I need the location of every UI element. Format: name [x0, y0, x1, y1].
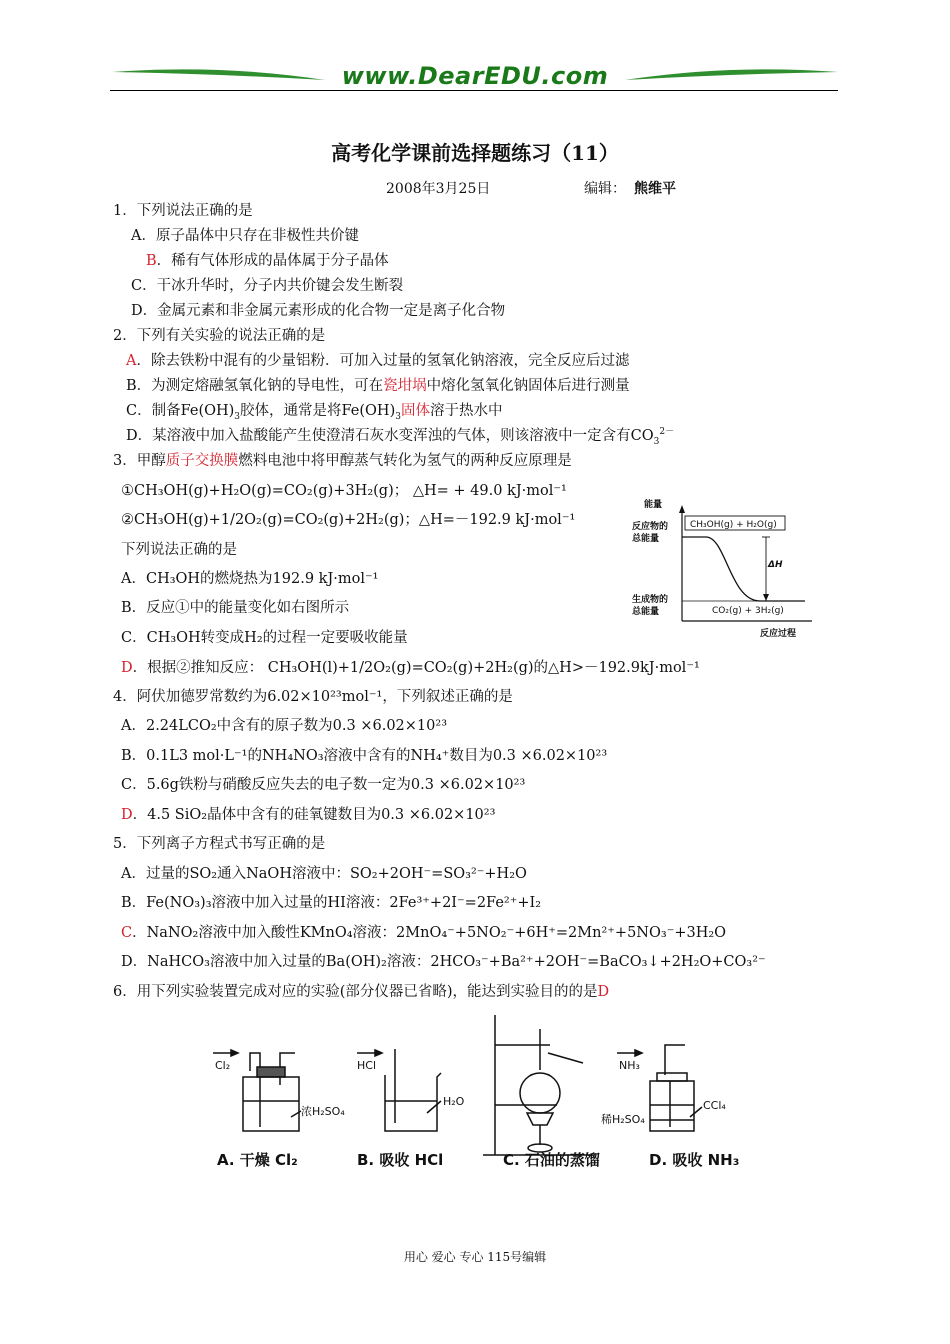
editor-label: 编辑：: [584, 181, 626, 197]
apparatus-d-gas: NH₃: [619, 1059, 640, 1072]
q3-option-c: C．CH₃OH转变成H₂的过程一定要吸收能量: [121, 630, 408, 646]
q2-option-b: B．为测定熔融氢氧化钠的导电性，可在瓷坩埚中熔化氢氧化钠固体后进行测量: [126, 378, 630, 394]
diagram-product-label-1: 生成物的: [632, 595, 669, 605]
apparatus-figure: [205, 1005, 765, 1175]
q5-option-c: C．NaNO₂溶液中加入酸性KMnO₄溶液：2MnO₄⁻+5NO₂⁻+6H⁺=2Mn²⁺+5NO₃⁻+3H₂O: [121, 925, 727, 941]
q3-option-b: B．反应①中的能量变化如右图所示: [121, 600, 350, 616]
apparatus-b-reagent: H₂O: [443, 1095, 465, 1108]
q4-option-d: D．4.5 SiO₂晶体中含有的硅氧键数目为0.3 ×6.02×10²³: [121, 807, 496, 823]
diagram-reactant-label-1: 反应物的: [632, 522, 669, 532]
q1-option-d: D．金属元素和非金属元素形成的化合物一定是离子化合物: [131, 303, 506, 319]
q3-option-a: A．CH₃OH的燃烧热为192.9 kJ·mol⁻¹: [121, 571, 379, 587]
header-rule: [110, 90, 838, 91]
apparatus-a-gas: Cl₂: [215, 1059, 231, 1072]
q3-stem: 3．甲醇质子交换膜燃料电池中将甲醇蒸气转化为氢气的两种反应原理是: [113, 453, 572, 469]
date: 2008年3月25日: [386, 181, 491, 197]
page-title: 高考化学课前选择题练习（11）: [331, 141, 619, 165]
diagram-y-label: 能量: [644, 500, 663, 510]
diagram-reactant-label-2: 总能量: [632, 534, 660, 544]
q3-reaction-1: ①CH₃OH(g)+H₂O(g)=CO₂(g)+3H₂(g)； △H= + 49.0 kJ·mol⁻¹: [121, 483, 567, 499]
q6-answer-mark: D: [597, 984, 610, 1000]
q5-stem: 5．下列离子方程式书写正确的是: [113, 836, 326, 852]
q4-option-a: A．2.24LCO₂中含有的原子数为0.3 ×6.02×10²³: [121, 718, 448, 734]
apparatus-b-gas: HCl: [357, 1059, 377, 1072]
site-logo-text[interactable]: www.DearEDU.com: [341, 62, 609, 90]
diagram-delta-h: ΔH: [768, 560, 783, 570]
q5-option-d: D．NaHCO₃溶液中加入过量的Ba(OH)₂溶液：2HCO₃⁻+Ba²⁺+2OH⁻=BaCO₃↓+2H₂O+CO₃²⁻: [121, 954, 766, 970]
q1-option-c: C．干冰升华时，分子内共价键会发生断裂: [131, 278, 404, 294]
q1-option-a: A．原子晶体中只存在非极性共价键: [131, 228, 359, 244]
q5-answer-mark: C: [121, 925, 133, 941]
diagram-reactant-box: CH₃OH(g) + H₂O(g): [690, 520, 777, 530]
apparatus-a-caption: A. 干燥 Cl₂: [217, 1151, 298, 1169]
apparatus-b-caption: B. 吸收 HCl: [357, 1151, 444, 1169]
q4-stem: 4．阿伏加德罗常数约为6.02×10²³mol⁻¹，下列叙述正确的是: [113, 689, 513, 705]
q2-option-d: D．某溶液中加入盐酸能产生使澄清石灰水变浑浊的气体，则该溶液中一定含有$CO_3^{2-}$: [126, 427, 675, 447]
q2-answer-mark: A: [126, 353, 137, 369]
diagram-product-label-2: 总能量: [632, 607, 660, 617]
q5-option-b: B．Fe(NO₃)₃溶液中加入过量的HI溶液：2Fe³⁺+2I⁻=2Fe²⁺+I₂: [121, 895, 542, 911]
q2-option-c: C．制备$Fe(OH)_3$胶体，通常是将$Fe(OH)_3$固体溶于热水中: [126, 403, 503, 422]
q3-reaction-2: ②CH₃OH(g)+1/2O₂(g)=CO₂(g)+2H₂(g)；△H=－192.9 kJ·mol⁻¹: [121, 512, 576, 528]
q4-answer-mark: D: [121, 807, 133, 823]
q3-sub-stem: 下列说法正确的是: [121, 542, 237, 558]
q2-stem: 2．下列有关实验的说法正确的是: [113, 328, 326, 344]
q4-option-b: B．0.1L3 mol·L⁻¹的NH₄NO₃溶液中含有的NH₄⁺数目为0.3 ×6.02×10²³: [121, 748, 608, 764]
q1-option-b: B．稀有气体形成的晶体属于分子晶体: [146, 253, 389, 269]
editor-name: 熊维平: [634, 181, 676, 197]
apparatus-d-reagent-2: CCl₄: [703, 1099, 726, 1112]
diagram-x-label: 反应过程: [760, 629, 797, 639]
q1-answer-mark: B: [146, 253, 157, 269]
page-footer: 用心 爱心 专心 115号编辑: [403, 1250, 547, 1264]
apparatus-c-caption: C. 石油的蒸馏: [503, 1151, 600, 1169]
q1-stem: 1．下列说法正确的是: [113, 203, 253, 219]
apparatus-a-reagent: 浓H₂SO₄: [301, 1105, 345, 1118]
q3-answer-mark: D: [121, 660, 133, 676]
q3-option-d: D．根据②推知反应： CH₃OH(l)+1/2O₂(g)=CO₂(g)+2H₂(g)的△H>－192.9kJ·mol⁻¹: [121, 660, 700, 676]
apparatus-d-reagent-1: 稀H₂SO₄: [601, 1113, 645, 1126]
q4-option-c: C．5.6g铁粉与硝酸反应失去的电子数一定为0.3 ×6.02×10²³: [121, 777, 526, 793]
apparatus-d-caption: D. 吸收 NH₃: [649, 1151, 740, 1169]
q6-stem: 6．用下列实验装置完成对应的实验(部分仪器已省略)，能达到实验目的的是D: [113, 984, 610, 1000]
diagram-product-text: CO₂(g) + 3H₂(g): [712, 606, 784, 616]
q5-option-a: A．过量的SO₂通入NaOH溶液中：SO₂+2OH⁻=SO₃²⁻+H₂O: [121, 866, 527, 882]
energy-diagram: [630, 497, 820, 642]
q2-option-a: A．除去铁粉中混有的少量铝粉．可加入过量的氢氧化钠溶液，完全反应后过滤: [126, 353, 630, 369]
